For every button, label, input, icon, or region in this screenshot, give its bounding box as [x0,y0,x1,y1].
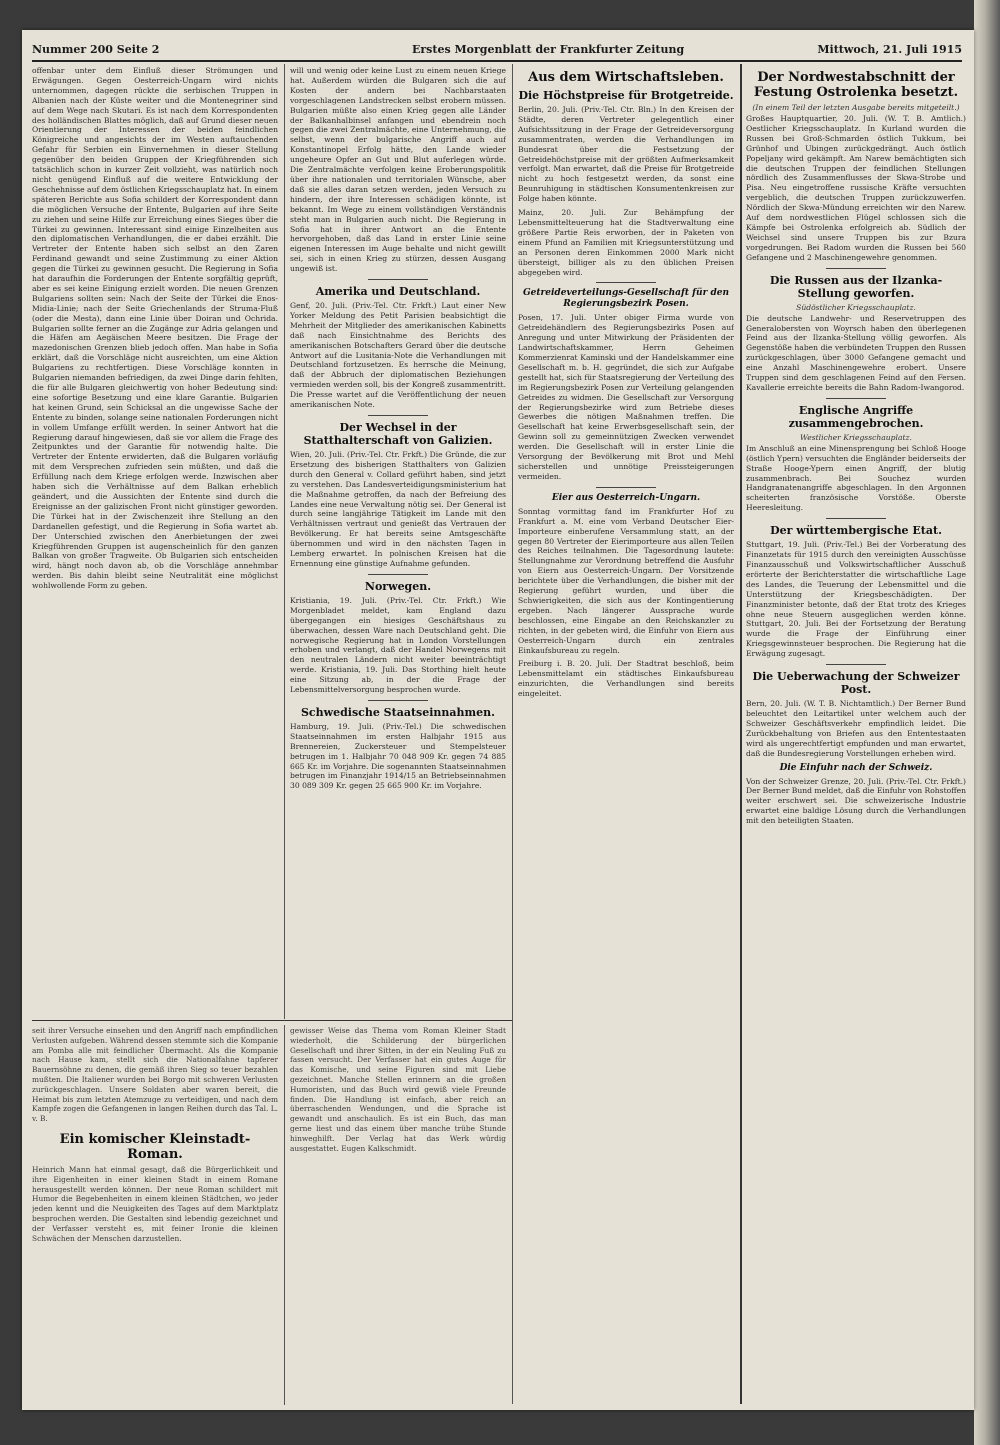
article-column-4 [746,66,966,1402]
section-divider [826,268,886,269]
headline-schweizer-post: Die Ueberwachung der Schweizer Post. [752,670,960,697]
article-column-2 [290,66,506,1016]
section-divider [596,282,656,283]
article-body-galizien: Wien, 20. Juli. (Priv.-Tel. Ctr. Frkft.) Die Gründe, die zur Ersetzung des bisherigen Statthalters von Galizien durch den General v. Collard geführt haben, sind jetzt zu verstehen. Das Landesverteidigungsministerium hat die Maßnahme getroffen, da nach der Befreiung des Landes eine neue Verwaltung nötig sei. Der General ist durch seine langjährige Tätigkeit im Lande mit den Verhältnissen vertraut und genießt das Vertrauen der Bevölkerung. Er hat bereits seine Amtsgeschäfte übernommen und wird in den nächsten Tagen in Lemberg erwartet. In polnischen Kreisen hat die Ernennung eine günstige Aufnahme gefunden. [290,450,506,568]
section-divider [826,664,886,665]
article-body-ostrolenka: Großes Hauptquartier, 20. Juli. (W. T. B. Amtlich.) Oestlicher Kriegsschauplatz. In Kurland wurden die Russen bei Groß-Schmarden östlich Tukkum, bei Grünhof und Ubingen zurückgedrängt. Auch östlich Popeljany wird gekämpft. Am Narew bemächtigten sich die deutschen Truppen der feindlichen Stellungen nördlich des Zusammenflusses der Skwa-Strobe und Pisa. Neu eingetroffene russische Kräfte versuchten vergeblich, die deutschen Truppen zurückzuwerfen. Nördlich der Skwa-Mündung erreichten wir den Narew. Auf dem nordwestlichen Flügel schlossen sich die Kämpfe bei Ostrolenka erfolgreich ab. Südlich der Weichsel sind unsere Truppen bis zur Bzura vorgedrungen. Bei Radom wurden die Russen bei 560 Gefangene und 2 Maschinengewehre genommen. [746,114,966,262]
headline-hoechstpreise: Die Höchstpreise für Brotgetreide. [518,89,734,102]
article-body-bulgaria: will und wenig oder keine Lust zu einem neuen Kriege hat. Außerdem würden die Bulgaren sich die auf Kosten der andern bei Nachbarstaaten vorgeschlagenen Landstrecken selbst erobern müssen. Bulgarien müßte also einen Krieg gegen alle Länder der Balkanhalbinsel anfangen und ebendrein noch gegen die zwei Zentralmächte, eine Unternehmung, die selbst, wenn der bulgarische Angriff auch auf Konstantinopel Erfolg hätte, den Lande wieder ungeheure Opfer an Gut und Blut auferlegen würde. Die Zentralmächte verfolgen keine Eroberungspolitik über ihre nationalen und territorialen Wünsche, aber daß sie alles daran setzen werden, jeden Versuch zu hindern, der ihre Interessen schädigen könnte, ist bekannt. Im Wege zu einem vollständigen Verständnis steht man in Bulgarien auch nicht. Die Regierung in Sofia hat in ihrer Antwort an die Entente hervorgehoben, daß das Land in erster Linie seine eigenen Interessen im Auge behalte und nicht gewillt sei, sich in einen Krieg zu stürzen, dessen Ausgang ungewiß ist. [290,66,506,274]
page-right-edge [974,0,1000,1445]
article-body-posen: Posen, 17. Juli. Unter obiger Firma wurde von Getreidehändlern des Regierungsbezirks Posen auf Anregung und unter Mitwirkung der Präsidenten der Landwirtschaftskammer, Herrn Geheimen Kommerzienrat Kaminski und der Handelskammer eine Gesellschaft m. b. H. gegründet, die sich zur Aufgabe gestellt hat, sich für Staatsregierung der Verteilung des im Regierungsbezirk Posen zur Verteilung gelangenden Getreides zu widmen. Die Gesellschaft zur Versorgung der Regierungsbezirke wird zum Betriebe dieses Gewerbes die nötigen Maßnahmen treffen. Die Gesellschaft hat keine Erwerbsgesellschaft sein, der Gewinn soll zu gemeinnützigen Zwecken verwendet werden. Die Gesellschaft will in erster Linie die Versorgung der Bevölkerung mit Brot und Mehl sicherstellen und unnötige Preissteigerungen vermeiden. [518,313,734,481]
subheadline-ostrolenka: (In einem Teil der letzten Ausgabe bereits mitgeteilt.) [752,103,960,112]
section-title-wirtschaft: Aus dem Wirtschaftsleben. [528,70,724,85]
article-body-freiburg: Freiburg i. B. 20. Juli. Der Stadtrat beschloß, beim Lebensmittelamt ein städtisches Einkaufsbureau einzurichten, die Verhandlungen sind bereits eingeleitet. [518,659,734,699]
newspaper-page [22,30,974,1410]
header-issue-page: Nummer 200 Seite 2 [32,43,160,56]
page-header [32,40,962,62]
feuilleton-body-roman: Heinrich Mann hat einmal gesagt, daß die Bürgerlichkeit und ihre Eigenheiten in einer kleinen Stadt in einem Romane herausgestellt werden können. Der neue Roman schildert mit Humor die Begebenheiten in einem kleinen Städtchen, wo jeder jeden kennt und die Neuigkeiten des Tages auf dem Marktplatz besprochen werden. Die Gestalten sind lebendig gezeichnet und der Verfasser versteht es, mit feiner Ironie die kleinen Schwächen der Menschen darzustellen. [32,1164,278,1243]
feuilleton-body-review: gewisser Weise das Thema vom Roman Kleiner Stadt wiederholt, die Schilderung der bürgerlichen Gesellschaft und ihrer Sitten, in der ein Neuling Fuß zu fassen versucht. Der Verfasser hat ein gutes Auge für das Komische, und seine Figuren sind mit Liebe gezeichnet. Manche Stellen erinnern an die großen Humoristen, und das Buch wird gewiß viele Freunde finden. Die Handlung ist einfach, aber reich an überraschenden Wendungen, und die Sprache ist gewandt und anschaulich. Es ist ein Buch, das man gerne liest und das einem über manche trübe Stunde hinweghilft. Der Verlag hat das Werk würdig ausgestattet. Eugen Kalkschmidt. [290,1026,506,1153]
article-body-einfuhr-schweiz: Von der Schweizer Grenze, 20. Juli. (Priv.-Tel. Ctr. Frkft.) Der Berner Bund meldet, daß die Einfuhr von Rohstoffen weiter erschwert sei. Die schweizerische Industrie erwartet eine baldige Lösung durch die Verhandlungen mit den beteiligten Staaten. [746,776,966,826]
article-body-hoechstpreise: Berlin, 20. Juli. (Priv.-Tel. Ctr. Bln.) In den Kreisen der Städte, deren Vertreter gelegentlich einer Aufsichtssitzung in der Frage der Getreideversorgung zusammentraten, werden die Verhandlungen im Bundesrat über die Festsetzung der Getreidehöchstpreise mit der größten Aufmerksamkeit verfolgt. Man erwartet, daß die Preise für Brotgetreide nicht zu hoch festgesetzt werden, da sonst eine Beunruhigung in städtischen Konsumentenkreisen zur Folge haben könnte. [518,105,734,204]
headline-getreideverteilung: Getreideverteilungs-Gesellschaft für den Regierungsbezirk Posen. [522,288,730,310]
subheadline-ilzanka: Südöstlicher Kriegsschauplatz. [796,302,916,312]
header-date: Mittwoch, 21. Juli 1915 [817,43,962,56]
article-body-amerika: Genf, 20. Juli. (Priv.-Tel. Ctr. Frkft.) Laut einer New Yorker Meldung des Petit Parisien beabsichtigt die Mehrheit der Mitglieder des amerikanischen Kabinetts daß nach Einsichtnahme des Berichts des amerikanischen Botschafters Gerard über die deutsche Antwort auf die Lusitania-Note die Verhandlungen mit Deutschland fortzusetzen. Es herrsche die Meinung, daß der Abbruch der diplomatischen Beziehungen vermieden werden soll, bis der Kongreß zusammentritt. Die Presse wartet auf die Veröffentlichung der neuen amerikanischen Note. [290,301,506,410]
article-column-1 [32,66,278,1016]
headline-galizien: Der Wechsel in der Statthalterschaft von Galizien. [303,421,493,447]
section-divider [826,398,886,399]
headline-ostrolenka: Der Nordwestabschnitt der Festung Ostrolenka besetzt. [753,70,959,100]
feuilleton-body-war-report: seit ihrer Versuche einsehen und den Angriff nach empfindlichen Verlusten aufgeben. Während dessen stemmte sich die Kompanie am Pomba alle mit feindlicher Übermacht. Als die Kompanie nach Hause kam, stellt sich die Nationalfahne tapferer Bauernsöhne zu denen, die gemäß ihren Sieg so teuer bezahlen mußten. Die Italiener wurden bei Borgo mit schweren Verlusten zurückgeschlagen. Unsere Soldaten aber waren bereit, die Heimat bis zum letzten Atemzuge zu verteidigen, und nach dem Kampfe zogen die Gefangenen in langen Reihen durch das Tal. L. v. B. [32,1026,278,1124]
column-rule [740,64,742,1404]
article-body-eier: Sonntag vormittag fand im Frankfurter Hof zu Frankfurt a. M. eine vom Verband Deutscher Eier-Importeure einberufene Versammlung statt, an der gegen 80 Vertreter der Eierimporteure aus allen Teilen des Reiches teilnahmen. Die Tagesordnung lautete: Stellungnahme zur Verordnung betreffend die Ausfuhr von Eiern aus Oesterreich-Ungarn. Der Vorsitzende berichtete über die Verhandlungen, die bisher mit der Regierung geführt wurden, und über die Schwierigkeiten, die sich aus der Kontingentierung ergeben. Nach längerer Aussprache wurde beschlossen, eine Eingabe an den Reichskanzler zu richten, in der gebeten wird, die Einfuhr von Eiern aus Oesterreich-Ungarn durch ein zentrales Einkaufsbureau zu regeln. [518,506,734,655]
headline-wuerttemberg-etat: Der württembergische Etat. [770,524,942,538]
headline-eier: Eier aus Oesterreich-Ungarn. [551,492,701,503]
headline-norwegen: Norwegen. [364,579,432,593]
feuilleton-column-1 [32,1026,278,1404]
header-publication: Erstes Morgenblatt der Frankfurter Zeitung [412,43,685,56]
headline-einfuhr-schweiz: Die Einfuhr nach der Schweiz. [779,762,933,773]
section-divider [368,700,428,701]
article-body-schweden: Hamburg, 19. Juli. (Priv.-Tel.) Die schwedischen Staatseinnahmen im ersten Halbjahr 1915 aus Brennereien, Zuckersteuer und Stempelsteuer betrugen im 1. Halbjahr 70 048 909 Kr. gegen 74 885 665 Kr. im Vorjahre. Die sogenannten Staatseinnahmen betrugen im Finanzjahr 1914/15 an Betriebseinnahmen 30 089 309 Kr. gegen 25 665 900 Kr. im Vorjahre. [290,721,506,791]
headline-schweden: Schwedische Staatseinnahmen. [300,705,495,719]
article-body-mainz: Mainz, 20. Juli. Zur Behämpfung der Lebensmittelteuerung hat die Stadtverwaltung eine größere Partie Reis erworben, der in Paketen von einem Pfund an Familien mit Kriegsunterstützung und an Personen deren Einkommen 2000 Mark nicht übersteigt, billiger als zu den üblichen Preisen abgegeben wird. [518,208,734,277]
column-rule [284,64,285,1019]
article-column-3 [518,66,734,1402]
article-body-schweizer-post: Bern, 20. Juli. (W. T. B. Nichtamtlich.) Der Berner Bund beleuchtet den Leitartikel unter welchem auch der Schweizer Geschäftsverkehr empfindlich leidet. Die Zurückbehaltung von Briefen aus den Ententestaaten wird als ungerechtfertigt empfunden und man erwartet, daß die Bundesregierung Vorstellungen erheben wird. [746,699,966,758]
headline-amerika: Amerika und Deutschland. [315,285,481,299]
article-body-norwegen: Kristiania, 19. Juli. (Priv.-Tel. Ctr. Frkft.) Wie Morgenbladet meldet, kam England dazu übergegangen ein hiesiges Geschäftshaus zu überwachen, dessen Ware nach Deutschland geht. Die norwegische Regierung hat in London Vorstellungen erhoben und verlangt, daß der Handel Norwegens mit den neutralen Ländern nicht weiter beeinträchtigt werde. Kristiania, 19. Juli. Das Storthing hielt heute eine Sitzung ab, in der die Frage der Lebensmittelversorgung besprochen wurde. [290,595,506,695]
section-divider [368,415,428,416]
article-body-ilzanka: Die deutsche Landwehr- und Reservetruppen des Generalobersten von Woyrsch haben den überlegenen Feind aus der Ilzanka-Stellung völlig geworfen. Als Gegenstöße haben die verbündeten Truppen den Russen zurückgeschlagen, über 3000 Gefangene gemacht und eine Anzahl Maschinengewehre erobert. Unsere Truppen sind dem geschlagenen Feind auf den Fersen. Kavallerie erreichte bereits die Bahn Radom-Iwangorod. [746,313,966,392]
headline-ilzanka: Die Russen aus der Ilzanka-Stellung geworfen. [769,273,943,300]
headline-kleinstadt-roman: Ein komischer Kleinstadt-Roman. [59,1131,251,1162]
column-rule [284,1025,285,1405]
article-body-balkan: offenbar unter dem Einfluß dieser Strömungen und Erwägungen. Gegen Oesterreich-Ungarn wird nichts unternommen, dagegen rückte die serbischen Truppen in Albanien nach der Küste weiter und die Montenegriner sind auf dem Wege nach Skutari. Es ist nach dem Korrespondenten des holländischen Blattes möglich, daß auf Grund dieser neuen Orientierung der Interessen der beiden feindlichen Königreiche und angesichts der im Westen auftauchenden Gefahr für Serbien ein Einvernehmen in dieser Stellung gegenüber den beiden Gruppen der Kriegführenden sich tatsächlich schon in kurzer Zeit vollzieht, was natürlich noch nicht genügend Einfluß auf die weitere Entwicklung der Geschehnisse auf dem östlichen Kriegsschauplatz hat. In einem späteren Berichte aus Sofia schildert der Korrespondent dann die möglichen Versuche der Entente, Bulgarien auf ihre Seite zu ziehen und seine Hilfe zur Erreichung eines Sieges über die Türkei zu gewinnen. Interessant sind einige Einzelheiten aus den diplomatischen Verhandlungen, die er dabei erzählt. Die Vertreter der Entente haben sich selbst an den Zaren Ferdinand gewandt und seine Zustimmung zu einer Aktion gegen die Türkei zu gewinnen gesucht. Die Regierung in Sofia hat daraufhin die Forderungen der Entente sorgfältig geprüft, aber es sei keine Einigung erzielt worden. Die neuen Grenzen Bulgariens sollten sein: Nach der Seite der Türkei die Enos-Midia-Linie; nach der Seite Griechenlands der Struma-Fluß (oder die Mesta), dann eine Linie über Doiran und Ochrida. Bulgarien sollte ferner an die Zugänge zur Adria gelangen und die Häfen am Aegäischen Meere besitzen. Die Frage der mazedonischen Grenzen blieb jedoch offen. Man habe in Sofia erklärt, daß die Vorschläge nicht ausreichten, um eine Aktion Bulgariens zu rechtfertigen. Diese Vorschläge konnten in Bulgarien niemanden befriedigen, da zwei Dinge darin fehlten, die für alle Bulgaren gleichwertig von hoher Bedeutung sind: eine sofortige Besetzung und eine klare Garantie. Bulgarien hat keinen Grund, sein Schicksal an die ungewisse Sache der Entente zu binden, solange seine nationalen Forderungen nicht in vollem Umfange erfüllt werden. In seiner Antwort hat die Regierung darauf hingewiesen, daß sie vor allem die Frage des Zeitpunktes und der Garantie für notwendig halte. Die Vertreter der Entente erwiderten, daß die Bulgaren vorläufig mit dem Versprechen zufrieden sein müßten, und daß die Erfüllung nach dem Kriege erfolgen werde. Inzwischen aber haben sich die Verhältnisse auf dem Balkan erheblich geändert, und die Aussichten der Entente sind durch die Ereignisse an der galizischen Front nicht günstiger geworden. Die Türkei hat in der Zwischenzeit ihre Stellung an den Dardanellen gefestigt, und die Regierung in Sofia wartet ab. Der Unterschied zwischen den Anerbietungen der zwei Kriegführenden Gruppen ist augenscheinlich für den ganzen Balkan von großer Tragweite. Ob Bulgarien sich entscheiden wird, hängt noch davon ab, ob die Vorschläge annehmbar werden. Bis dahin bleibt seine Neutralität eine möglichst wohlwollende Form zu geben. [32,66,278,591]
feuilleton-rule [32,1020,512,1021]
section-divider [596,487,656,488]
section-divider [368,279,428,280]
column-rule [512,64,513,1404]
section-divider [826,518,886,519]
feuilleton-column-2 [290,1026,506,1404]
section-divider [368,574,428,575]
subheadline-westlich: Westlicher Kriegsschauplatz. [800,432,912,442]
article-body-wuerttemberg-etat: Stuttgart, 19. Juli. (Priv.-Tel.) Bei der Vorberatung des Finanzetats für 1915 durch den vereinigten Ausschüsse Finanzausschuß und Volkswirtschaftlicher Ausschuß erörterte der Berichterstatter die wirtschaftliche Lage des Landes, die Teuerung der Lebensmittel und die Unterstützung der Kriegsbeschädigten. Der Finanzminister betonte, daß der Etat trotz des Krieges ohne neue Steuern ausgeglichen werden könne. Stuttgart, 20. Juli. Bei der Fortsetzung der Beratung wurde die Frage der Einführung einer Kriegsgewinnsteuer besprochen. Die Regierung hat die Erwägung zugesagt. [746,540,966,659]
headline-englische-angriffe: Englische Angriffe zusammengebrochen. [788,403,924,430]
article-body-englische-angriffe: Im Anschluß an eine Minensprengung bei Schloß Hooge (östlich Ypern) versuchten die Engländer beiderseits der Straße Hooge-Ypern einen Angriff, der blutig zusammenbrach. Bei Souchez wurden Handgranatenangriffe abgeschlagen. In den Argonnen scheiterten französische Vorstöße. Oberste Heeresleitung. [746,443,966,513]
